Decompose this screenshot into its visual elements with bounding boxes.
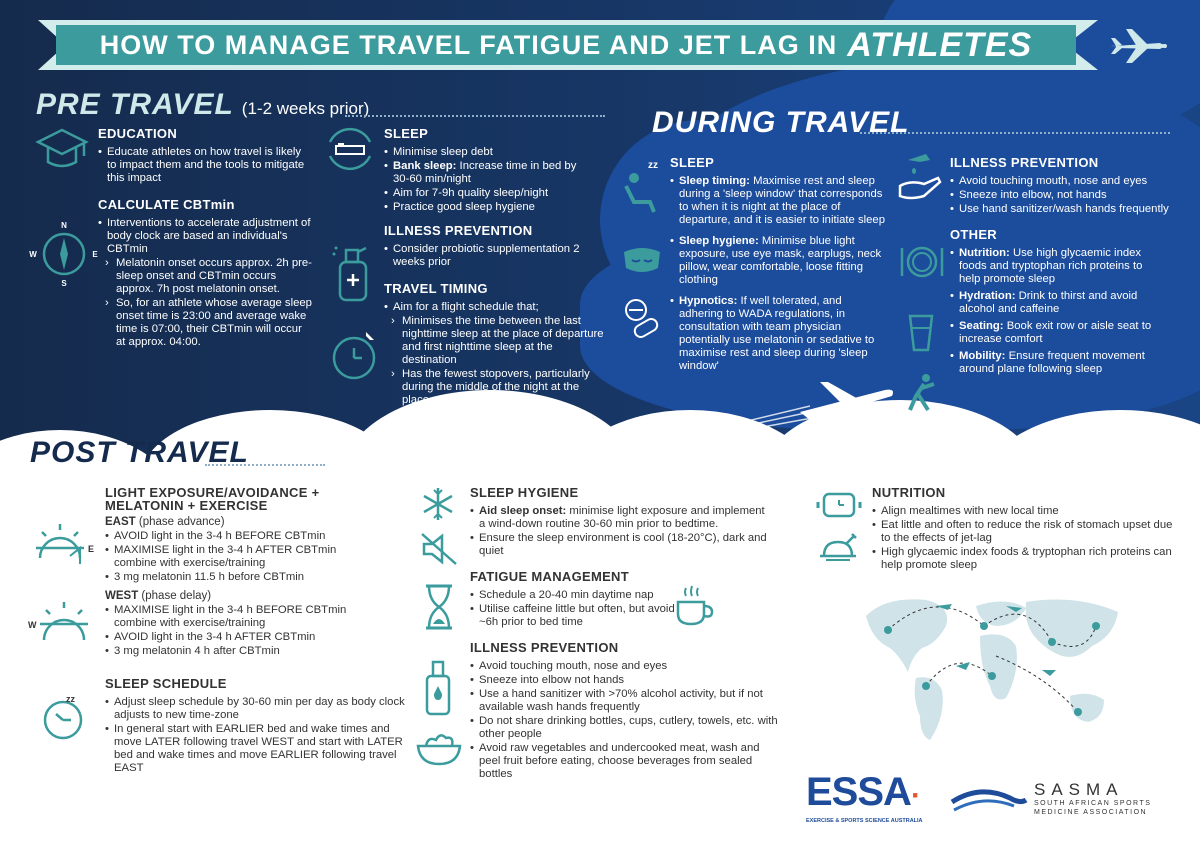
light-block xyxy=(105,486,405,659)
west-heading xyxy=(105,590,405,603)
list-item xyxy=(670,295,885,373)
pre-travel-title-text: PRE TRAVEL xyxy=(36,88,234,121)
list-item xyxy=(950,247,1165,286)
item-text: minimise light exposure and implement a wind-down routine 30-60 min prior to bedtime. xyxy=(479,505,765,530)
item-text: Minimise blue light exposure, use eye mask, earplugs, neck pillow, wear comfortable, loose fitting clothing xyxy=(679,235,882,286)
list-item: • Schedule a 20-40 min daytime nap xyxy=(470,589,680,602)
salad-bowl-icon xyxy=(416,730,462,766)
list-item: • Avoid touching mouth, nose and eyes xyxy=(950,175,1175,188)
mute-speaker-icon xyxy=(420,532,460,566)
item-label: Sleep hygiene: xyxy=(679,235,759,247)
cbtmin-heading: CALCULATE CBTmin xyxy=(98,197,235,212)
pre-travel-subtitle: (1-2 weeks prior) xyxy=(241,99,370,118)
svg-text:S: S xyxy=(61,279,67,288)
world-map-icon xyxy=(856,586,1126,758)
item-label: Sleep timing: xyxy=(679,175,750,187)
svg-text:zz: zz xyxy=(66,694,75,704)
list-sub-item: › So, for an athlete whose average sleep onset time is 23:00 and average wake time is 07:00, their CBTmin will occur at approx. 04:00. xyxy=(98,297,313,349)
list-item: • Ensure the sleep environment is cool (18-20°C), dark and quiet xyxy=(470,532,770,558)
spray-bottle-icon xyxy=(330,240,376,304)
sanitizer-bottle-icon xyxy=(424,656,452,716)
pre-sleep-heading: SLEEP xyxy=(384,126,429,141)
item-label: Seating: xyxy=(959,320,1004,332)
airplane-trail-icon xyxy=(660,376,900,446)
sasma-logo-subtitle-1: SOUTH AFRICAN SPORTS xyxy=(1034,800,1152,807)
list-item: • Avoid touching mouth, nose and eyes xyxy=(470,660,780,673)
list-item: • Eat little and often to reduce the risk of stomach upset due to the effects of jet-lag xyxy=(872,519,1182,545)
east-heading xyxy=(105,516,405,529)
svg-text:zz: zz xyxy=(648,160,658,171)
sasma-logo-subtitle-2: MEDICINE ASSOCIATION xyxy=(1034,809,1148,816)
list-item: • Use hand sanitizer/wash hands frequently xyxy=(950,203,1175,216)
list-item: • High glycaemic index foods & tryptophan rich proteins can help promote sleep xyxy=(872,546,1182,572)
list-item: • Align mealtimes with new local time xyxy=(872,505,1182,518)
list-item: • Adjust sleep schedule by 30-60 min per day as body clock adjusts to new time-zone xyxy=(105,696,405,722)
list-item: • In general start with EARLIER bed and wake times and move LATER following travel WEST and start with LATER bed and wake times and move EARLIER following travel EAST xyxy=(105,723,405,775)
post-travel-title-text: POST TRAVEL xyxy=(30,436,249,469)
education-block xyxy=(98,127,313,186)
list-item xyxy=(670,235,885,287)
during-sleep-heading: SLEEP xyxy=(670,155,715,170)
hygiene-heading: SLEEP HYGIENE xyxy=(470,485,579,500)
svg-text:W: W xyxy=(29,250,37,259)
list-item: • Utilise caffeine little but often, but avoid ~6h prior to bed time xyxy=(470,603,680,629)
post-illness-heading: ILLNESS PREVENTION xyxy=(470,640,619,655)
list-item: • MAXIMISE light in the 3-4 h BEFORE CBTmin combine with exercise/training xyxy=(105,604,365,630)
list-item: • AVOID light in the 3-4 h BEFORE CBTmin xyxy=(105,530,365,543)
list-sub-item: › Melatonin onset occurs approx. 2h pre-sleep onset and CBTmin occurs approx. 7h post melatonin onset. xyxy=(98,257,313,296)
other-block xyxy=(950,228,1165,377)
svg-text:W: W xyxy=(28,620,37,630)
other-heading: OTHER xyxy=(950,227,997,242)
list-item: • 3 mg melatonin 11.5 h before CBTmin xyxy=(105,571,365,584)
sun-east-icon xyxy=(30,518,96,568)
item-label: Aid sleep onset: xyxy=(479,505,567,517)
sleeping-seat-icon xyxy=(620,156,664,216)
list-item: • Aim for a flight schedule that; xyxy=(384,301,604,314)
list-item xyxy=(384,160,594,186)
bank-sleep-text: Increase time in bed by 30-60 min/night xyxy=(393,160,577,185)
timing-heading: TRAVEL TIMING xyxy=(384,281,488,296)
west-label: WEST xyxy=(105,590,139,602)
list-item: • Interventions to accelerate adjustment of body clock are based an individual's CBTmin xyxy=(98,217,313,256)
dotted-divider xyxy=(345,115,605,117)
list-item: • 3 mg melatonin 4 h after CBTmin xyxy=(105,645,365,658)
list-item: • Use a hand sanitizer with >70% alcohol activity, but if not available wash hands frequently xyxy=(470,688,780,714)
list-item xyxy=(950,290,1165,316)
fatigue-block xyxy=(470,570,680,630)
sasma-logo xyxy=(950,780,1170,820)
sasma-logo-text: SASMA xyxy=(1034,780,1124,799)
during-illness-block xyxy=(950,156,1175,217)
sun-west-icon xyxy=(28,600,94,650)
light-heading: LIGHT EXPOSURE/AVOIDANCE + MELATONIN + EXERCISE xyxy=(105,485,320,513)
item-text: Ensure frequent movement around plane following sleep xyxy=(959,350,1145,375)
list-item: • Educate athletes on how travel is likely to impact them and the tools to mitigate this impact xyxy=(98,146,313,185)
hand-wash-icon xyxy=(894,150,944,204)
list-item xyxy=(950,350,1165,376)
stretching-person-icon xyxy=(904,372,938,412)
during-travel-title-text: DURING TRAVEL xyxy=(652,106,910,139)
item-text: Book exit row or aisle seat to increase comfort xyxy=(959,320,1152,345)
list-item: • AVOID light in the 3-4 h AFTER CBTmin xyxy=(105,631,365,644)
pills-icon xyxy=(620,296,664,340)
education-heading: EDUCATION xyxy=(98,126,178,141)
pre-illness-heading: ILLNESS PREVENTION xyxy=(384,223,533,238)
list-item xyxy=(950,320,1165,346)
list-item: • MAXIMISE light in the 3-4 h AFTER CBTmin combine with exercise/training xyxy=(105,544,365,570)
banner-title-text: HOW TO MANAGE TRAVEL FATIGUE AND JET LAG IN xyxy=(99,29,838,60)
watch-icon xyxy=(816,490,862,520)
east-label: EAST xyxy=(105,516,136,528)
during-illness-heading: ILLNESS PREVENTION xyxy=(950,155,1099,170)
plate-cutlery-icon xyxy=(898,242,946,282)
west-note: (phase delay) xyxy=(138,590,212,602)
svg-text:N: N xyxy=(61,221,67,230)
list-item: • Minimise sleep debt xyxy=(384,146,594,159)
pre-travel-title xyxy=(36,88,369,122)
timing-block xyxy=(384,282,604,408)
bank-sleep-label: Bank sleep: xyxy=(393,160,457,172)
nutrition-heading: NUTRITION xyxy=(872,485,946,500)
coffee-cup-icon xyxy=(672,584,716,628)
essa-logo xyxy=(806,772,936,822)
essa-logo-text: ESSA· xyxy=(806,770,920,814)
list-item xyxy=(470,505,770,531)
fatigue-heading: FATIGUE MANAGEMENT xyxy=(470,569,629,584)
bed-clock-icon xyxy=(322,124,378,174)
list-item: • Aim for 7-9h quality sleep/night xyxy=(384,187,594,200)
snowflake-icon xyxy=(420,486,456,522)
east-note: (phase advance) xyxy=(135,516,225,528)
cbtmin-block xyxy=(98,198,313,350)
schedule-heading: SLEEP SCHEDULE xyxy=(105,676,227,691)
item-label: Nutrition: xyxy=(959,247,1010,259)
during-sleep-block xyxy=(670,156,885,374)
list-item: • Practice good sleep hygiene xyxy=(384,201,594,214)
pre-illness-block xyxy=(384,224,599,270)
list-sub-item: › Minimises the time between the last nighttime sleep at the place of departure and first nighttime sleep at the destination xyxy=(384,315,604,367)
clock-plane-icon xyxy=(326,328,382,384)
schedule-block xyxy=(105,677,405,776)
svg-text:E: E xyxy=(92,250,98,259)
hygiene-block xyxy=(470,486,770,559)
roast-chicken-icon xyxy=(816,532,860,566)
essa-logo-subtitle: EXERCISE & SPORTS SCIENCE AUSTRALIA xyxy=(806,818,923,824)
item-text: If well tolerated, and adhering to WADA regulations, in consultation with team physician potentially use melatonin or sedative to maximise rest and sleep during 'sleep window' xyxy=(679,295,875,372)
list-item xyxy=(670,175,885,227)
dotted-divider xyxy=(205,464,325,466)
list-item: • Avoid raw vegetables and undercooked meat, wash and peel fruit before eating, choose beverages from sealed bottles xyxy=(470,742,780,781)
item-label: Hypnotics: xyxy=(679,295,738,307)
list-item: • Do not share drinking bottles, cups, cutlery, towels, etc. with other people xyxy=(470,715,780,741)
sasma-swoosh-icon xyxy=(950,780,1030,820)
pre-sleep-block xyxy=(384,127,594,215)
airplane-icon xyxy=(1108,26,1168,66)
hourglass-icon xyxy=(424,584,454,630)
item-text: Use high glycaemic index foods and tryptophan rich proteins to help promote sleep xyxy=(959,247,1143,285)
item-text: Maximise rest and sleep during a 'sleep window' that corresponds to when it is night at the place of departure, and it is easier to initiate sleep xyxy=(679,175,885,226)
item-text: Drink to thirst and avoid alcohol and caffeine xyxy=(959,290,1138,315)
svg-text:E: E xyxy=(88,544,95,554)
graduation-cap-icon xyxy=(34,124,90,174)
eye-mask-icon xyxy=(620,244,664,278)
water-glass-icon xyxy=(906,312,936,352)
during-travel-title xyxy=(652,106,909,140)
alarm-clock-icon xyxy=(38,692,88,742)
list-item: • Sneeze into elbow not hands xyxy=(470,674,780,687)
list-item: • Sneeze into elbow, not hands xyxy=(950,189,1175,202)
post-illness-block xyxy=(470,641,780,782)
list-sub-item: › Has the fewest stopovers, particularly during the middle of the night at the place of departure time xyxy=(384,368,604,407)
banner-title xyxy=(56,25,1076,65)
item-label: Hydration: xyxy=(959,290,1016,302)
dotted-divider xyxy=(860,132,1170,134)
item-label: Mobility: xyxy=(959,350,1006,362)
compass-icon xyxy=(28,218,100,290)
banner-title-emphasis: ATHLETES xyxy=(847,25,1033,64)
list-item: • Consider probiotic supplementation 2 weeks prior xyxy=(384,243,599,269)
nutrition-block xyxy=(872,486,1182,573)
